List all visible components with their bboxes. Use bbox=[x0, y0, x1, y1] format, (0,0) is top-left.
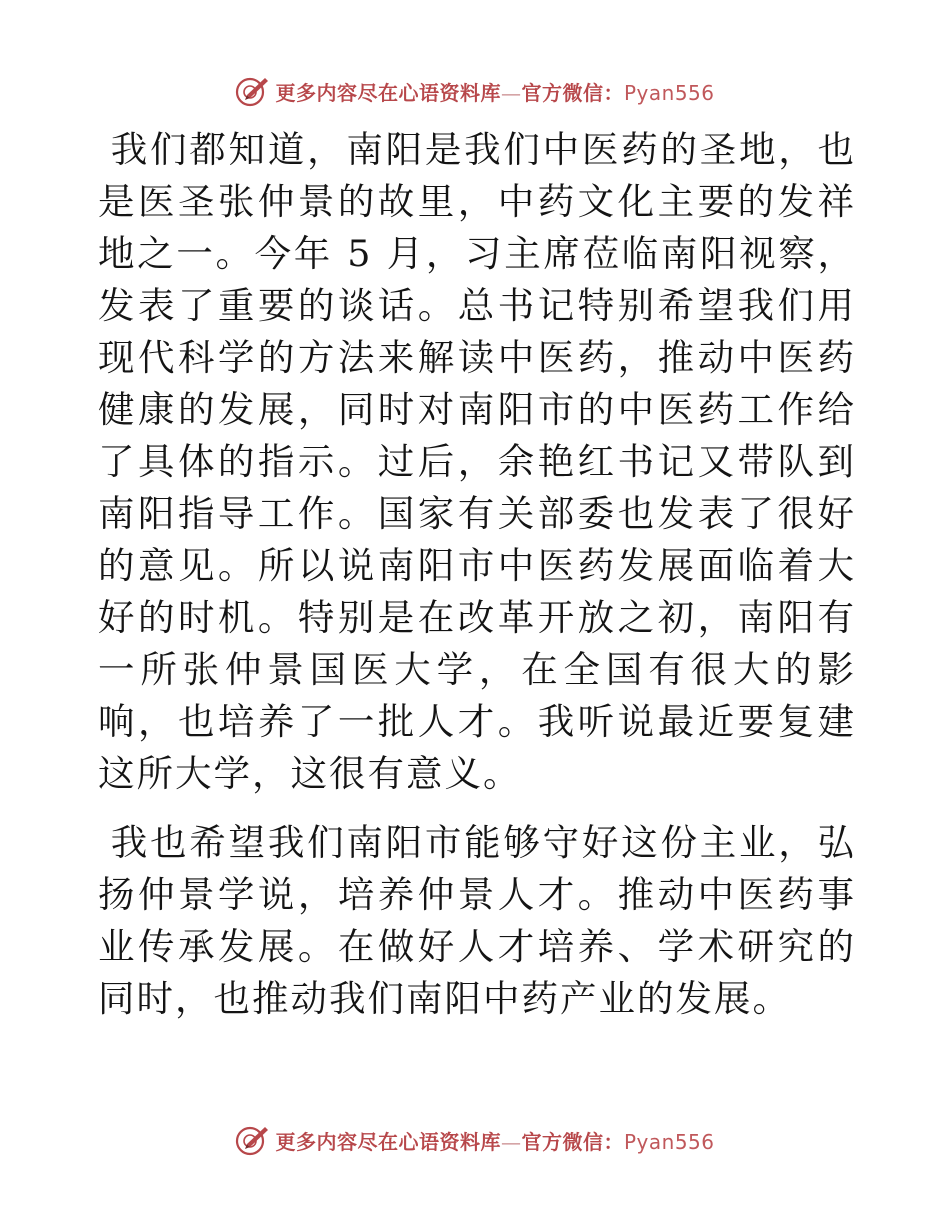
pen-seal-icon bbox=[235, 1123, 269, 1157]
banner-text bbox=[275, 1126, 714, 1155]
pen-seal-icon bbox=[235, 74, 269, 108]
banner-wechat-id: Pyan556 bbox=[623, 80, 715, 105]
banner-wechat-label: 官方微信： bbox=[521, 1129, 624, 1154]
banner-separator: — bbox=[500, 80, 522, 105]
banner-title: 更多内容尽在心语资料库 bbox=[275, 80, 501, 105]
footer-banner bbox=[0, 1120, 950, 1160]
banner-title: 更多内容尽在心语资料库 bbox=[275, 1129, 501, 1154]
banner-wechat-id: Pyan556 bbox=[623, 1129, 715, 1154]
banner-text bbox=[275, 77, 714, 106]
paragraph-2: 我也希望我们南阳市能够守好这份主业，弘扬仲景学说，培养仲景人才。推动中医药事业传承发展。在做好人才培养、学术研究的同时，也推动我们南阳中药产业的发展。 bbox=[98, 821, 856, 1020]
header-banner bbox=[0, 71, 950, 111]
banner-separator: — bbox=[500, 1129, 522, 1154]
body-text bbox=[98, 124, 856, 1025]
banner-wechat-label: 官方微信： bbox=[521, 80, 624, 105]
paragraph-1: 我们都知道，南阳是我们中医药的圣地，也是医圣张仲景的故里，中药文化主要的发祥地之一。今年 5 月，习主席莅临南阳视察，发表了重要的谈话。总书记特别希望我们用现代科学的方法来解读中医药，推动中医药健康的发展，同时对南阳市的中医药工作给了具体的指示。过后，余艳红书记又带队到南阳指导工作。国家有关部委也发表了很好的意见。所以说南阳市中医药发展面临着大好的时机。特别是在改革开放之初，南阳有一所张仲景国医大学，在全国有很大的影响，也培养了一批人才。我听说最近要复建这所大学，这很有意义。 bbox=[98, 128, 856, 795]
